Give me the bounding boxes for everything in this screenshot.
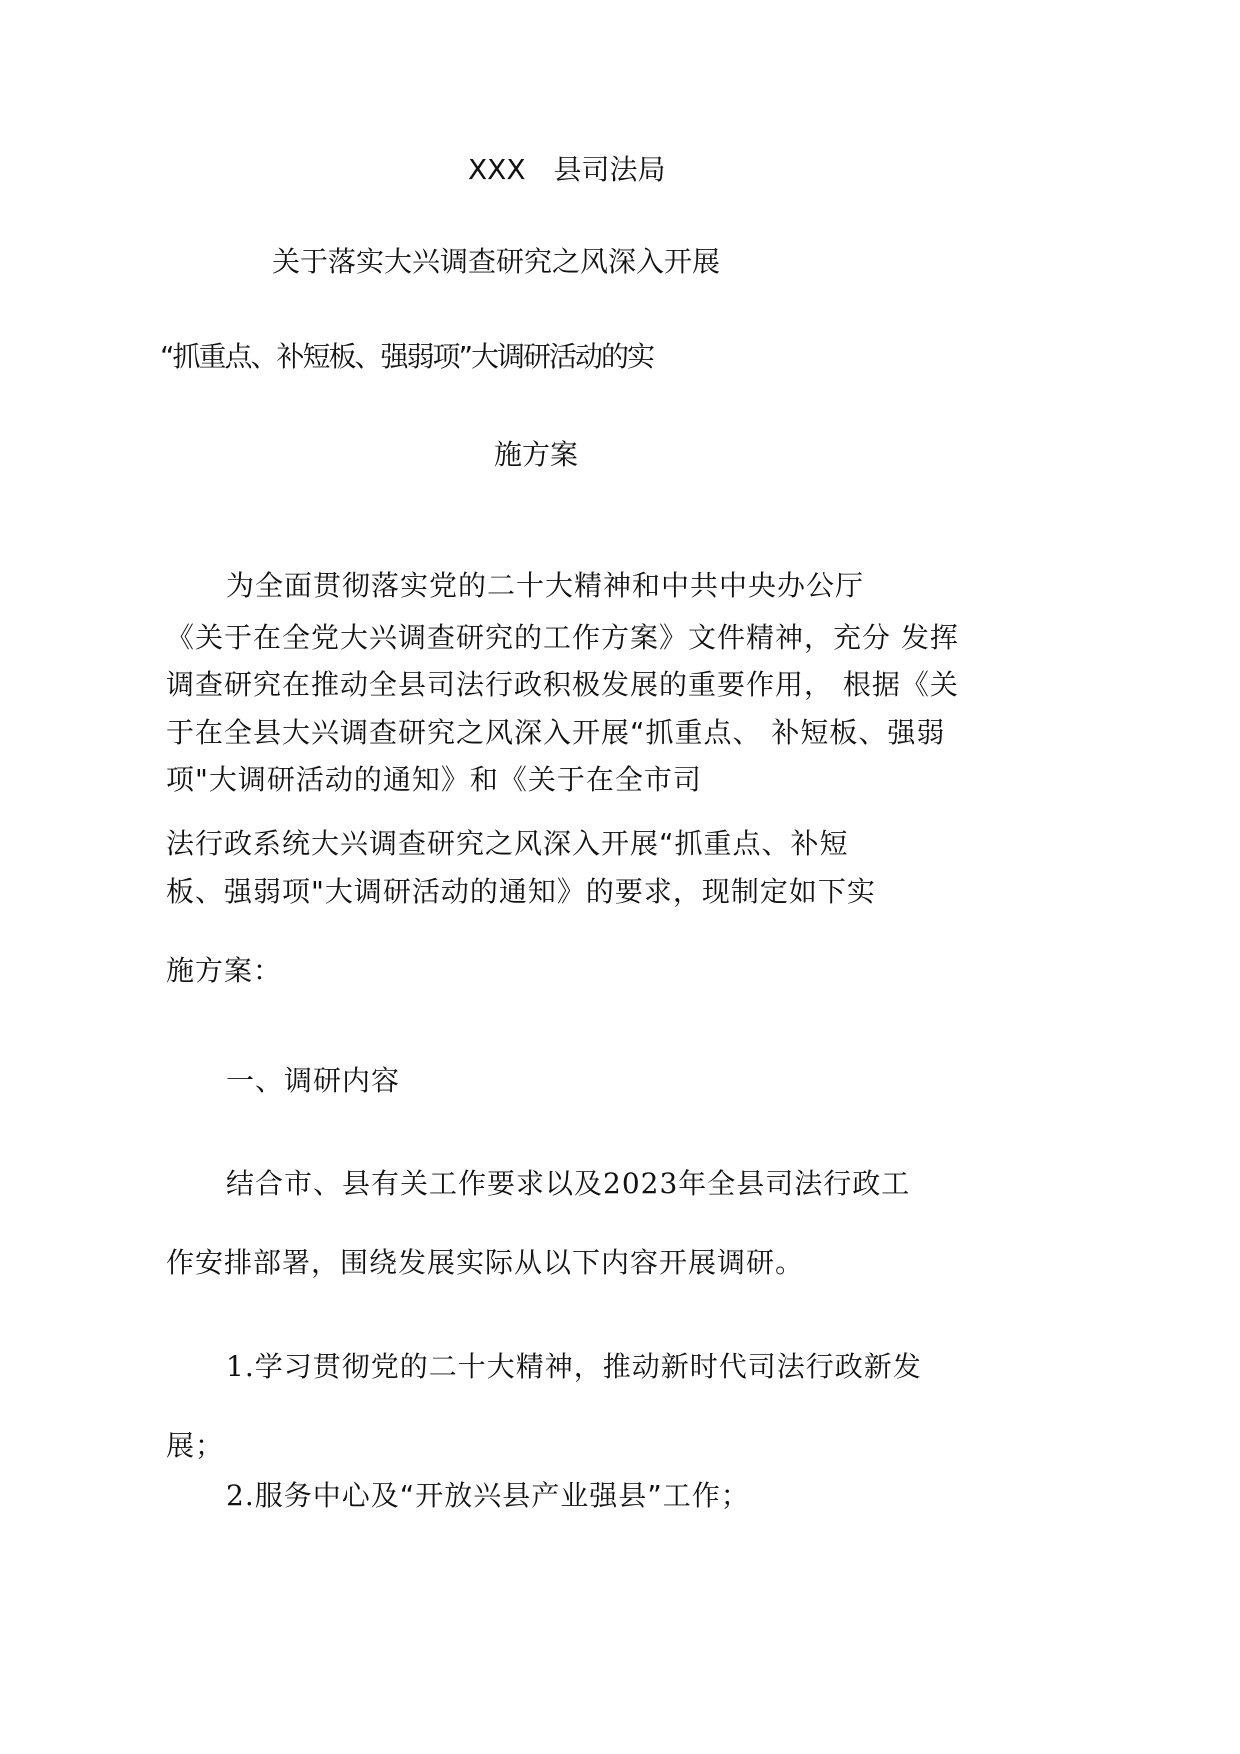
intro-line-7: 板、强弱项"大调研活动的通知》的要求，现制定如下实 [166,875,876,908]
list-item-2 [226,1478,750,1514]
list-item-1 [226,1349,922,1385]
doc-title-line-1: XXX 县司法局 [468,153,666,186]
intro-line-5: 项"大调研活动的通知》和《关于在全市司 [166,763,702,796]
list-item-1-continuation: 展； [166,1429,225,1462]
list-item-1-text: 学习贯彻党的二十大精神，推动新时代司法行政新发 [254,1350,922,1383]
doc-title-line-2: 关于落实大兴调查研究之风深入开展 [272,245,721,278]
intro-line-3: 调查研究在推动全县司法行政积极发展的重要作用， 根据《关 [166,668,959,701]
list-item-1-number: 1. [226,1350,255,1383]
section1-para-line-1 [226,1166,910,1202]
intro-line-8: 施方案： [166,954,283,987]
section1-para-text-a: 结合市、县有关工作要求以及 [226,1167,604,1200]
intro-line-1: 为全面贯彻落实党的二十大精神和中共中央办公厅 [226,569,865,602]
intro-line-4: 于在全县大兴调查研究之风深入开展“抓重点、 补短板、强弱 [166,716,946,749]
doc-title-line-4: 施方案 [494,438,579,471]
section-heading-1: 一、调研内容 [226,1064,401,1097]
section1-para-line-2: 作安排部署，围绕发展实际从以下内容开展调研。 [166,1246,805,1279]
doc-title-line-3: “抓重点、补短板、强弱项”大调研活动的实 [160,340,654,373]
list-item-2-number: 2. [226,1479,255,1512]
section1-year: 2023 [603,1167,679,1200]
section1-para-text-b: 年全县司法行政工 [678,1167,911,1200]
intro-line-2: 《关于在全党大兴调查研究的工作方案》文件精神，充分 发挥 [166,621,959,654]
intro-line-6: 法行政系统大兴调查研究之风深入开展“抓重点、补短 [166,827,849,860]
list-item-2-text: 服务中心及“开放兴县产业强县”工作； [254,1479,750,1512]
